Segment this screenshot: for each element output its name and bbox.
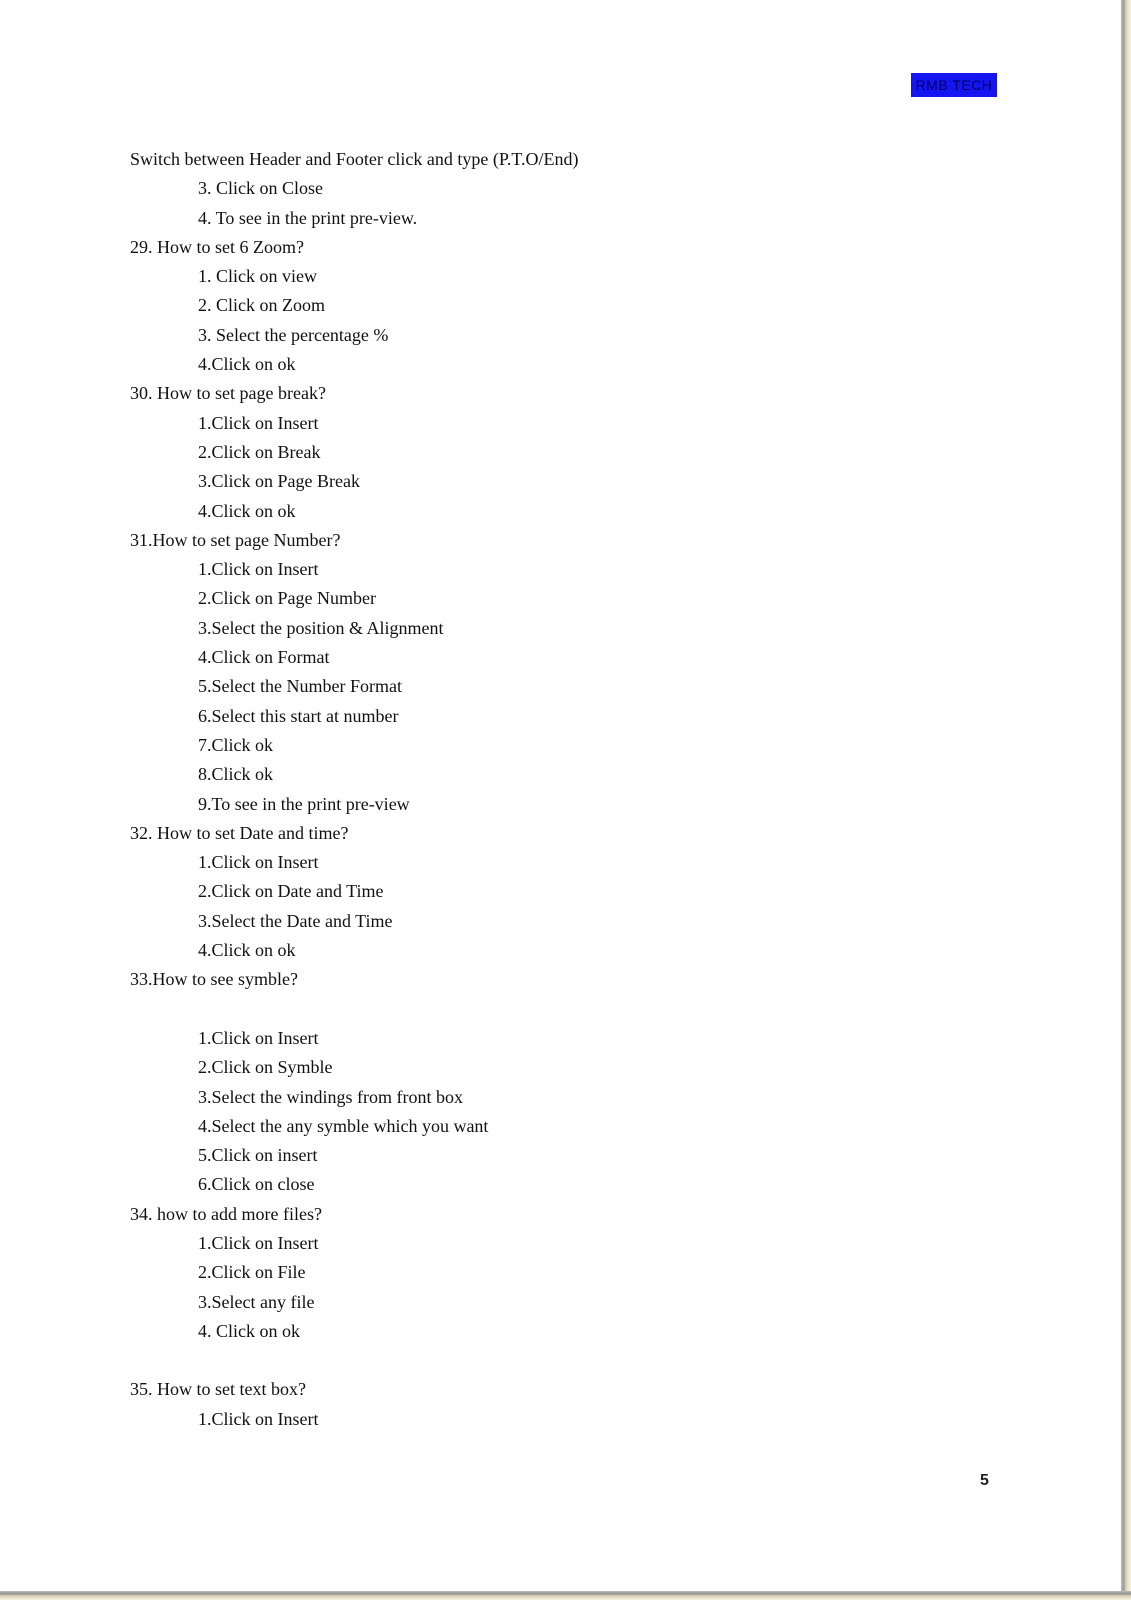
header-badge: RMB TECH (911, 73, 997, 97)
list-item: 1.Click on Insert (198, 1027, 319, 1048)
window-edge-right (1121, 0, 1131, 1600)
section-heading: 32. How to set Date and time? (130, 822, 349, 843)
list-item: 2.Click on Date and Time (198, 881, 384, 902)
section-heading: 30. How to set page break? (130, 383, 326, 404)
list-item: 4.Click on ok (198, 940, 296, 961)
list-item: 3.Select the Date and Time (198, 910, 393, 931)
blank-line (130, 995, 1010, 1024)
list-item: 3.Click on Page Break (198, 471, 360, 492)
list-item: 1.Click on Insert (198, 559, 319, 580)
list-item: 4. Click on ok (198, 1320, 300, 1341)
list-item: 3.Select the windings from front box (198, 1086, 463, 1107)
list-item: 2.Click on File (198, 1262, 306, 1283)
list-item: 6.Click on close (198, 1174, 315, 1195)
list-item: 3.Select any file (198, 1291, 315, 1312)
intro-line: Switch between Header and Footer click and type (P.T.O/End) (130, 149, 579, 169)
list-item: 3. Click on Close (198, 178, 323, 199)
list-item: 1.Click on Insert (198, 852, 319, 873)
list-item: 4.Click on Format (198, 647, 330, 668)
section-heading: 29. How to set 6 Zoom? (130, 236, 304, 257)
list-item: 4.Click on ok (198, 354, 296, 375)
list-item: 3. Select the percentage % (198, 324, 389, 345)
list-item: 9.To see in the print pre-view (198, 793, 410, 814)
section-heading: 33.How to see symble? (130, 969, 298, 990)
list-item: 4. To see in the print pre-view. (198, 207, 418, 228)
list-item: 2. Click on Zoom (198, 295, 325, 316)
section-heading: 31.How to set page Number? (130, 529, 341, 550)
list-item: 5.Select the Number Format (198, 676, 402, 697)
list-item: 4.Select the any symble which you want (198, 1115, 489, 1136)
blank-line (130, 1346, 1010, 1375)
list-item: 5.Click on insert (198, 1145, 318, 1166)
list-item: 2.Click on Symble (198, 1057, 333, 1078)
list-item: 6.Select this start at number (198, 705, 399, 726)
list-item: 1.Click on Insert (198, 1408, 319, 1429)
list-item: 1. Click on view (198, 266, 317, 287)
page-number: 5 (980, 1472, 989, 1489)
list-item: 3.Select the position & Alignment (198, 617, 444, 638)
list-item: 8.Click ok (198, 764, 273, 785)
list-item: 7.Click ok (198, 734, 273, 755)
section-heading: 35. How to set text box? (130, 1379, 306, 1400)
document-body (130, 145, 1010, 1434)
window-edge-bottom (0, 1591, 1131, 1600)
list-item: 2.Click on Break (198, 441, 321, 462)
section-heading: 34. how to add more files? (130, 1203, 322, 1224)
list-item: 1.Click on Insert (198, 412, 319, 433)
list-item: 1.Click on Insert (198, 1232, 319, 1253)
list-item: 4.Click on ok (198, 500, 296, 521)
list-item: 2.Click on Page Number (198, 588, 376, 609)
